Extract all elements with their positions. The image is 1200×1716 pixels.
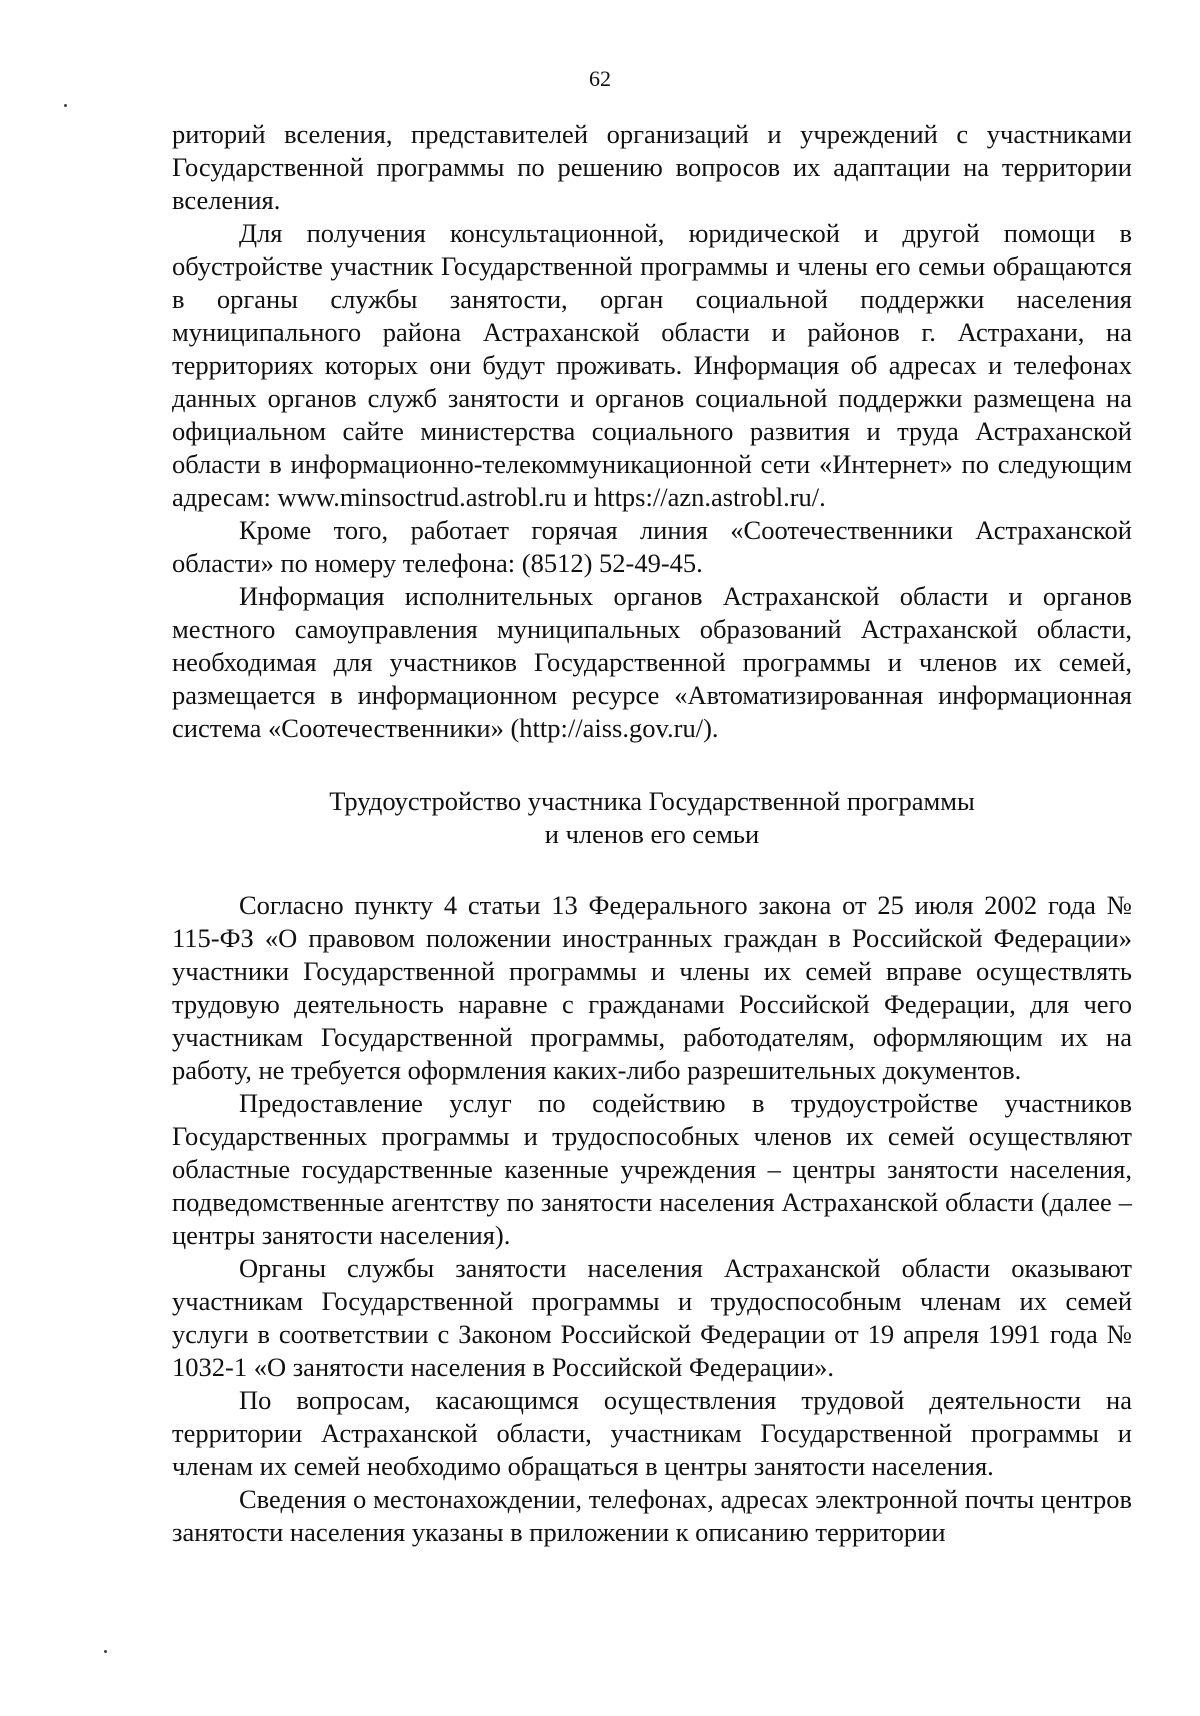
document-body — [172, 118, 1132, 1549]
paragraph: Предоставление услуг по содействию в трудоустройстве участников Государственных программы и трудоспособных членов их семей осуществляют областные государственные казенные учреждения – центры занятости населения, подведомственные агентству по занятости населения Астраханской области (далее – центры занятости населения). — [172, 1088, 1132, 1250]
paragraph: Согласно пункту 4 статьи 13 Федерального закона от 25 июля 2002 года № 115-ФЗ «О правовом положении иностранных граждан в Российской Федерации» участники Государственной программы и члены их семей вправе осуществлять трудовую деятельность наравне с гражданами Российской Федерации, для чего участникам Государственной программы, работодателям, оформляющим их на работу, не требуется оформления каких-либо разрешительных документов. — [172, 890, 1132, 1085]
paragraph: Сведения о местонахождении, телефонах, адресах электронной почты центров занятости населения указаны в приложении к описанию территории — [172, 1484, 1132, 1547]
section-heading-line: и членов его семьи — [544, 819, 760, 849]
section-heading — [172, 785, 1132, 851]
paragraph: Информация исполнительных органов Астраханской области и органов местного самоуправления муниципальных образований Астраханской области, необходимая для участников Государственной программы и членов их семей, размещается в информационном ресурсе «Автоматизированная информационная система «Соотечественники» (http://aiss.gov.ru/). — [172, 581, 1132, 743]
paragraph: Органы службы занятости населения Астраханской области оказывают участникам Государственной программы и трудоспособным членам их семей услуги в соответствии с Законом Российской Федерации от 19 апреля 1991 года № 1032-1 «О занятости населения в Российской Федерации». — [172, 1253, 1132, 1382]
section-heading-line: Трудоустройство участника Государственной программы — [329, 786, 975, 816]
paragraph: Кроме того, работает горячая линия «Соотечественники Астраханской области» по номеру телефона: (8512) 52-49-45. — [172, 515, 1132, 578]
scan-artifact-dot — [104, 1650, 107, 1653]
paragraph: Для получения консультационной, юридической и другой помощи в обустройстве участник Государственной программы и члены его семьи обращаются в органы службы занятости, орган социальной поддержки населения муниципального района Астраханской области и районов г. Астрахани, на территориях которых они будут проживать. Информация об адресах и телефонах данных органов служб занятости и органов социальной поддержки размещена на официальном сайте министерства социального развития и труда Астраханской области в информационно-телекоммуникационной сети «Интернет» по следующим адресам: www.minsoctrud.astrobl.ru и https://azn.astrobl.ru/. — [172, 218, 1132, 512]
paragraph: риторий вселения, представителей организаций и учреждений с участниками Государственной программы по решению вопросов их адаптации на территории вселения. — [172, 119, 1132, 215]
page-number: 62 — [589, 66, 611, 91]
scan-artifact-dot — [64, 104, 67, 107]
paragraph: По вопросам, касающимся осуществления трудовой деятельности на территории Астраханской области, участникам Государственной программы и членам их семей необходимо обращаться в центры занятости населения. — [172, 1385, 1132, 1481]
